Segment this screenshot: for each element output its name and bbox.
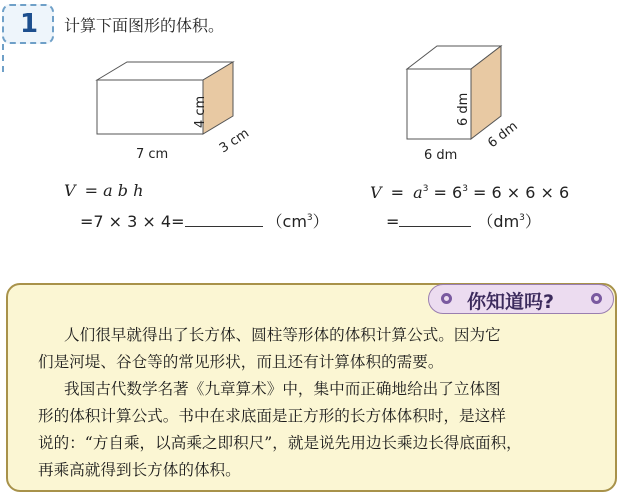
cuboid-front-face (97, 80, 203, 134)
cube-figure (407, 46, 521, 163)
info-line-6: 再乘高就得到长方体的体积。 (38, 461, 241, 479)
cube-formula-eq: = (390, 183, 405, 202)
cuboid-formula-line2 (80, 209, 329, 232)
cuboid-unit-open: （cm (266, 212, 307, 231)
did-you-know-title: 你知道吗? (467, 291, 555, 313)
cube-formula-base: a (413, 183, 423, 202)
cuboid-volume-var: V (64, 181, 76, 200)
cube-formula-mid-exp: 3 (462, 184, 468, 194)
instruction-text: 计算下面图形的体积。 (64, 16, 225, 35)
cube-formula-mid: = 6 (433, 183, 463, 202)
info-line-5: 说的：“方自乘，以高乘之即积尺”，就是说先用边长乘边长得底面积， (38, 434, 522, 452)
cube-formula-line2 (386, 209, 541, 232)
info-line-4: 形的体积计算公式。书中在求底面是正方形的长方体体积时，是这样 (38, 407, 506, 425)
info-line-1: 人们很早就得出了长方体、圆柱等形体的体积计算公式。因为它 (64, 326, 501, 344)
cube-unit-exp: 3 (519, 213, 525, 223)
cuboid-answer-blank[interactable] (185, 212, 263, 227)
cuboid-formula-symbolic: = a b h (84, 181, 144, 200)
exercise-number: 1 (19, 9, 39, 39)
cuboid-figure (97, 62, 252, 162)
cube-bottom-label: 6 dm (424, 148, 458, 163)
cube-height-label: 6 dm (456, 92, 471, 126)
cube-formula-line1 (370, 183, 569, 202)
cube-answer-blank[interactable] (399, 212, 471, 227)
info-line-2: 们是河堤、谷仓等的常见形状，而且还有计算体积的需要。 (38, 353, 444, 371)
cube-volume-var: V (370, 183, 382, 202)
cube-formula-exp: 3 (422, 184, 429, 194)
cuboid-unit-exp: 3 (306, 213, 313, 223)
cube-result-eq: = (386, 212, 400, 231)
info-line-3: 我国古代数学名著《九章算术》中，集中而正确地给出了立体图 (64, 380, 501, 398)
cuboid-length-label: 7 cm (136, 147, 169, 162)
cuboid-width-label: 3 cm (216, 125, 252, 157)
cuboid-height-label: 4 cm (193, 95, 208, 128)
cube-formula-expanded: = 6 × 6 × 6 (473, 183, 570, 202)
cube-unit-close: ） (524, 212, 541, 231)
cuboid-unit-close: ） (312, 212, 329, 231)
did-you-know-tag (428, 284, 614, 314)
cuboid-formula-numeric: =7 × 3 × 4= (80, 212, 185, 231)
cube-unit-open: （dm (477, 212, 520, 231)
cube-side-label: 6 dm (485, 118, 521, 152)
ring-left-icon (441, 293, 452, 304)
cuboid-formula-line1 (64, 181, 143, 200)
ring-right-icon (591, 293, 602, 304)
